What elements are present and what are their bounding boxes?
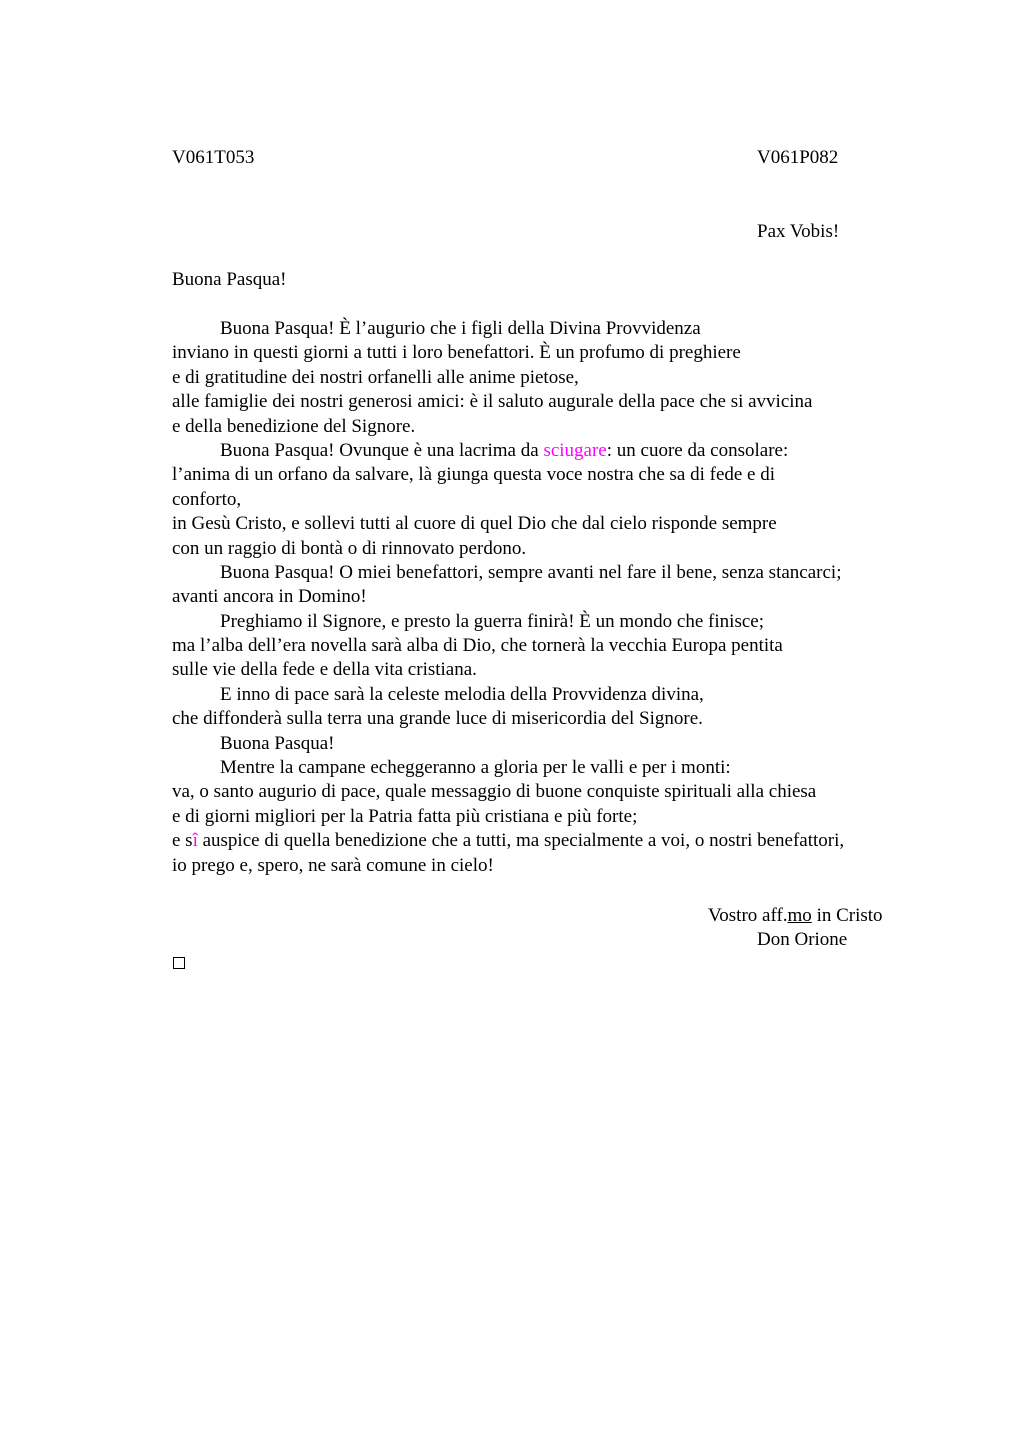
body-line: Buona Pasqua! — [220, 732, 335, 754]
body-line: con un raggio di bontà o di rinnovato perdono. — [172, 537, 527, 559]
body-line: ma l’alba dell’era novella sarà alba di Dio, che tornerà la vecchia Europa pentita — [172, 635, 783, 657]
body-line: conforto, — [172, 488, 242, 510]
body-line: l’anima di un orfano da salvare, là giunga questa voce nostra che sa di fede e di — [172, 464, 776, 486]
body-line: Preghiamo il Signore, e presto la guerra finirà! È un mondo che finisce; — [220, 610, 764, 632]
greeting-heading: Buona Pasqua! — [172, 269, 287, 290]
salutation: Pax Vobis! — [757, 221, 840, 242]
body-line: Buona Pasqua! O miei benefattori, sempre avanti nel fare il bene, senza stancarci; — [220, 561, 842, 583]
body-line: e della benedizione del Signore. — [172, 415, 416, 437]
line-text: Buona Pasqua! Ovunque è una lacrima da — [220, 439, 544, 461]
highlighted-word: sciugare — [543, 439, 607, 461]
closing-suffix: in Cristo — [811, 905, 883, 926]
body-line: e di giorni migliori per la Patria fatta più cristiana e più forte; — [172, 805, 638, 827]
body-line: E inno di pace sarà la celeste melodia della Provvidenza divina, — [220, 683, 704, 705]
body-line: Mentre la campane echeggeranno a gloria per le valli e per i monti: — [220, 757, 731, 779]
line-text: : un cuore da consolare: — [606, 439, 789, 461]
line-text: e s — [172, 830, 193, 852]
body-line — [172, 439, 932, 463]
document-code-right: V061P082 — [757, 147, 839, 168]
closing-prefix: Vostro aff. — [708, 905, 788, 926]
signature: Don Orione — [757, 929, 848, 950]
body-line: Buona Pasqua! È l’augurio che i figli della Divina Provvidenza — [220, 318, 701, 339]
highlighted-word: î — [192, 830, 198, 852]
body-line: in Gesù Cristo, e sollevi tutti al cuore di quel Dio che dal cielo risponde sempre — [172, 513, 777, 535]
body-line — [172, 829, 932, 853]
closing-abbreviation: mo — [787, 905, 812, 926]
letter-body — [172, 317, 932, 878]
body-line: va, o santo augurio di pace, quale messaggio di buone conquiste spirituali alla chiesa — [172, 781, 817, 803]
document-code-left: V061T053 — [172, 147, 255, 168]
body-line: io prego e, spero, ne sarà comune in cielo! — [172, 854, 494, 876]
body-line: inviano in questi giorni a tutti i loro benefattori. È un profumo di preghiere — [172, 342, 741, 364]
body-line: sulle vie della fede e della vita cristiana. — [172, 659, 477, 681]
body-line: avanti ancora in Domino! — [172, 586, 367, 608]
line-text: auspice di quella benedizione che a tutti, ma specialmente a voi, o nostri benefattori, — [197, 830, 845, 852]
body-line: e di gratitudine dei nostri orfanelli alle anime pietose, — [172, 366, 579, 388]
body-line: che diffonderà sulla terra una grande luce di misericordia del Signore. — [172, 708, 703, 730]
body-line: alle famiglie dei nostri generosi amici: è il saluto augurale della pace che si avvicina — [172, 391, 813, 413]
checkbox-icon — [173, 957, 185, 969]
closing-line — [708, 904, 883, 928]
